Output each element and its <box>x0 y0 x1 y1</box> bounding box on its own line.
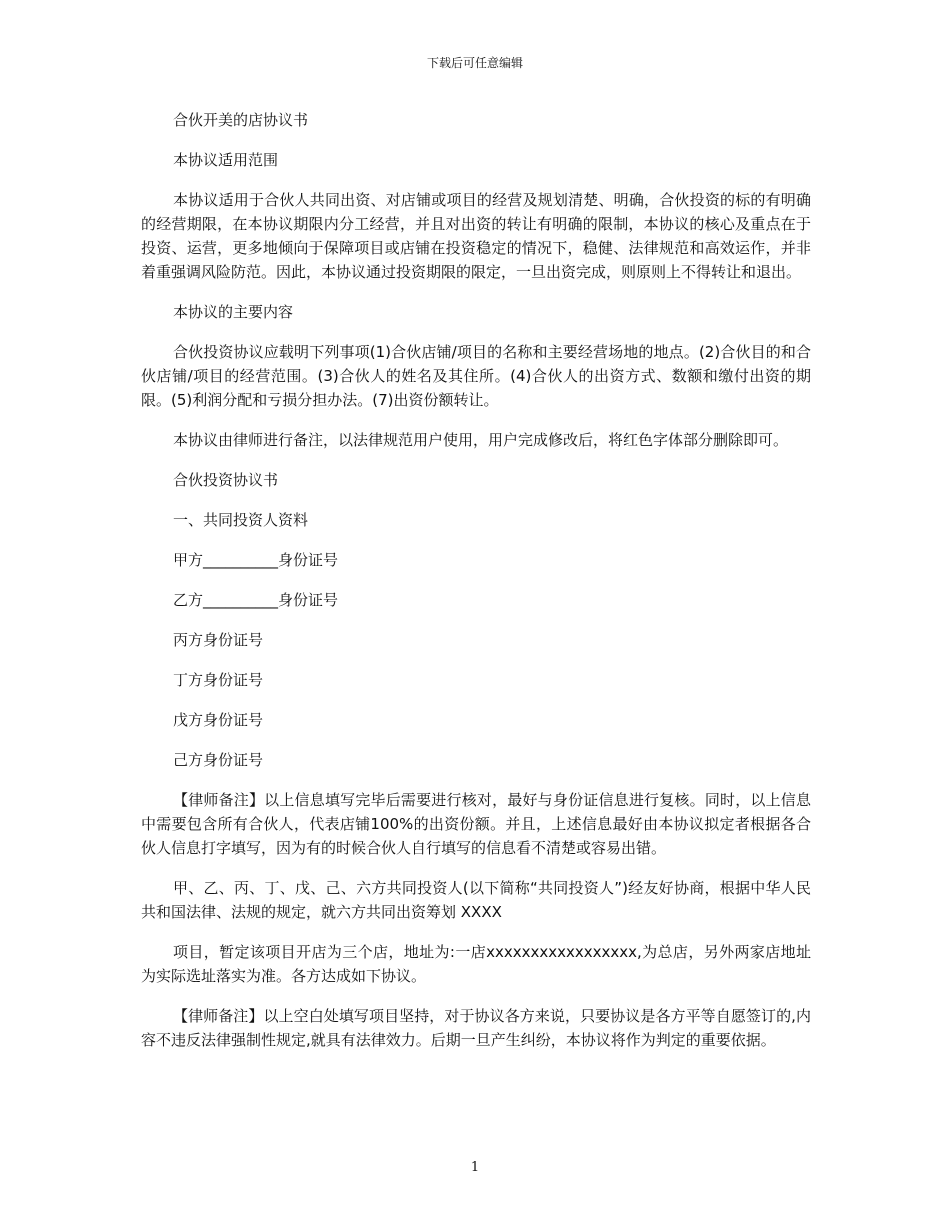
page-number: 1 <box>470 1160 480 1175</box>
body-paragraph: 合伙投资协议应载明下列事项(1)合伙店铺/项目的名称和主要经营场地的地点。(2)合伙目的和合伙店铺/项目的经营范围。(3)合伙人的姓名及其住所。(4)合伙人的出资方式、数额和缴付出资的期限。(5)利润分配和亏损分担办法。(7)出资份额转让。 <box>141 343 811 409</box>
lawyer-note: 【律师备注】以上空白处填写项目坚持，对于协议各方来说，只要协议是各方平等自愿签订的,内容不违反法律强制性规定,就具有法律效力。后期一旦产生纠纷，本协议将作为判定的重要依据。 <box>141 1007 811 1049</box>
party-line: 丁方身份证号 <box>173 671 264 689</box>
body-paragraph: 项目，暂定该项目开店为三个店，地址为:一店xxxxxxxxxxxxxxxxx,为总店，另外两家店地址为实际选址落实为准。各方达成如下协议。 <box>141 943 811 985</box>
lawyer-note: 【律师备注】以上信息填写完毕后需要进行核对，最好与身份证信息进行复核。同时，以上信息中需要包含所有合伙人，代表店铺100%的出资份额。并且，上述信息最好由本协议拟定者根据各合伙人信息打字填写，因为有的时候合伙人自行填写的信息看不清楚或容易出错。 <box>141 791 811 857</box>
page-header: 下载后可任意编辑 <box>426 56 523 70</box>
document-title: 合伙开美的店协议书 <box>173 111 309 129</box>
document-body <box>141 108 811 1068</box>
section-heading: 本协议的主要内容 <box>173 303 294 321</box>
party-line: 戊方身份证号 <box>173 711 264 729</box>
section-heading: 本协议适用范围 <box>173 151 279 169</box>
body-paragraph: 甲、乙、丙、丁、戊、己、六方共同投资人(以下简称“共同投资人”)经友好协商，根据中华人民共和国法律、法规的规定，就六方共同出资筹划 XXXX <box>141 879 811 921</box>
party-line: 乙方__________身份证号 <box>173 591 339 609</box>
section-heading: 合伙投资协议书 <box>173 471 279 489</box>
party-line: 丙方身份证号 <box>173 631 264 649</box>
body-paragraph: 本协议适用于合伙人共同出资、对店铺或项目的经营及规划清楚、明确，合伙投资的标的有明确的经营期限，在本协议期限内分工经营，并且对出资的转让有明确的限制，本协议的核心及重点在于投资、运营，更多地倾向于保障项目或店铺在投资稳定的情况下，稳健、法律规范和高效运作，并非着重强调风险防范。因此，本协议通过投资期限的限定，一旦出资完成，则原则上不得转让和退出。 <box>141 191 811 281</box>
party-line: 己方身份证号 <box>173 751 264 769</box>
body-paragraph: 本协议由律师进行备注，以法律规范用户使用，用户完成修改后，将红色字体部分删除即可。 <box>173 431 789 449</box>
party-line: 甲方__________身份证号 <box>173 551 339 569</box>
section-heading: 一、共同投资人资料 <box>173 511 309 529</box>
